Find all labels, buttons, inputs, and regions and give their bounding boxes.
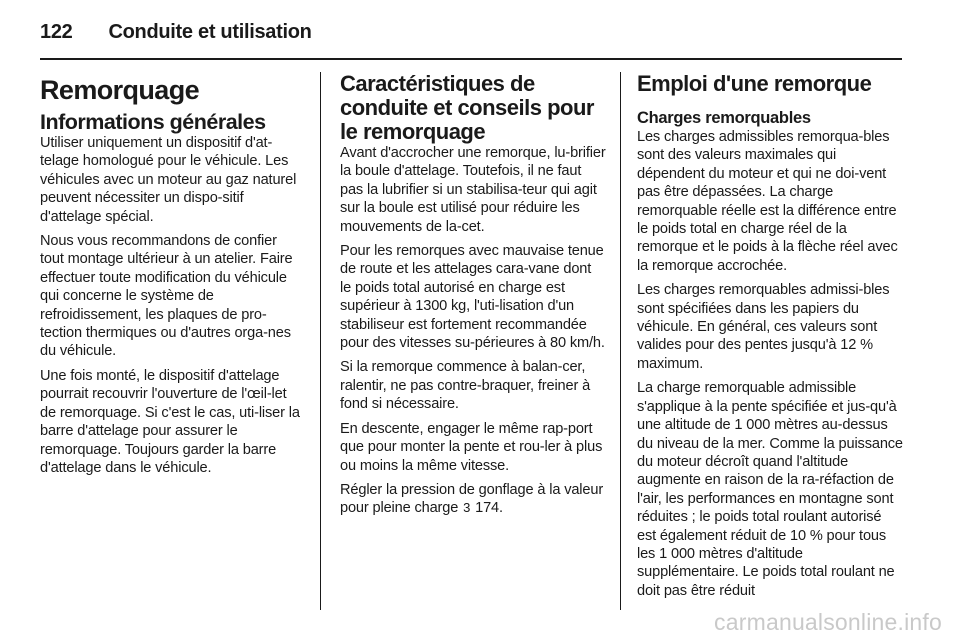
paragraph xyxy=(340,481,606,518)
paragraph-text: Régler la pression de gonflage à la valeur pour pleine charge xyxy=(340,481,604,517)
page-header xyxy=(40,12,312,52)
column-2 xyxy=(340,70,606,524)
section-subtitle: Charges remorquables xyxy=(637,109,811,127)
page-number: 122 xyxy=(40,20,73,43)
column-divider-1 xyxy=(320,72,321,610)
section-subtitle: Informations générales xyxy=(40,110,266,134)
column-1 xyxy=(40,70,304,483)
paragraph: Une fois monté, le dispositif d'attelage pourrait recouvrir l'ouverture de l'œil-let de remorquage. Si c'est le cas, uti-liser la barre d'attelage pour assurer le remorquage. Toujours garder la barre d'attelage dans le véhicule. xyxy=(40,367,300,476)
paragraph: Les charges admissibles remorqua-bles sont des valeurs maximales qui dépendent du moteur et qui ne doi-vent pas être dépassées. La charge remorquable réelle est la différence entre le poids total en charge réel de la remorque et le poids à la flèche réel avec la remorque accrochée. xyxy=(637,129,898,274)
paragraph: En descente, engager le même rap-port que pour monter la pente et rou-ler à plus ou moins la même vitesse. xyxy=(340,420,603,474)
column-3 xyxy=(637,70,903,606)
section-title: Remorquage xyxy=(40,75,200,105)
paragraph: Les charges remorquables admissi-bles sont spécifiées dans les papiers du véhicule. En général, ces valeurs sont valides pour des pentes jusqu'à 12 % maximum. xyxy=(637,282,890,372)
header-title: Conduite et utilisation xyxy=(108,20,312,43)
paragraph: Si la remorque commence à balan-cer, ralentir, ne pas contre-braquer, freiner à fond si nécessaire. xyxy=(340,359,591,413)
paragraph: Avant d'accrocher une remorque, lu-brifier la boule d'attelage. Toutefois, il ne faut pas la lubrifier si un stabilisa-teur qui agit sur la boule est utilisé pour réduire les mouvements de la-cet. xyxy=(340,145,606,235)
section-title: Caractéristiques de conduite et conseils pour le remorquage xyxy=(340,71,594,144)
paragraph: Utiliser uniquement un dispositif d'at-telage homologué pour le véhicule. Les véhicules avec un moteur au gaz naturel peuvent nécessiter un dispo-sitif d'attelage spécial. xyxy=(40,135,297,225)
paragraph: Nous vous recommandons de confier tout montage ultérieur à un atelier. Faire effectuer toute modification du véhicule qui concerne le système de refroidissement, les plaques de pro-tection thermiques ou d'autres orga-nes du véhicule. xyxy=(40,233,293,360)
paragraph: La charge remorquable admissible s'applique à la pente spécifiée et jus-qu'à une altitude de 1 000 mètres au-dessus du niveau de la mer. Comme la puissance du moteur décroît quand l'altitude augmente en raison de la ra-réfaction de l'air, les performances en montagne sont réduites ; le poids total roulant autorisé est également réduit de 10 % pour tous les 1 000 mètres d'altitude supplémentaire. Le poids total roulant ne doit pas être réduit xyxy=(637,380,903,599)
column-divider-2 xyxy=(620,72,621,610)
paragraph: Pour les remorques avec mauvaise tenue de route et les attelages cara-vane dont le poids total autorisé en charge est supérieur à 1300 kg, l'uti-lisation d'un stabiliseur est fortement recommandée pour des vitesses su-périeures à 80 km/h. xyxy=(340,243,605,352)
page-reference-icon: 3 xyxy=(463,500,471,516)
page-reference[interactable]: 174. xyxy=(475,500,503,517)
header-rule xyxy=(40,58,902,60)
section-title: Emploi d'une remorque xyxy=(637,71,872,96)
watermark: carmanualsonline.info xyxy=(714,609,942,635)
